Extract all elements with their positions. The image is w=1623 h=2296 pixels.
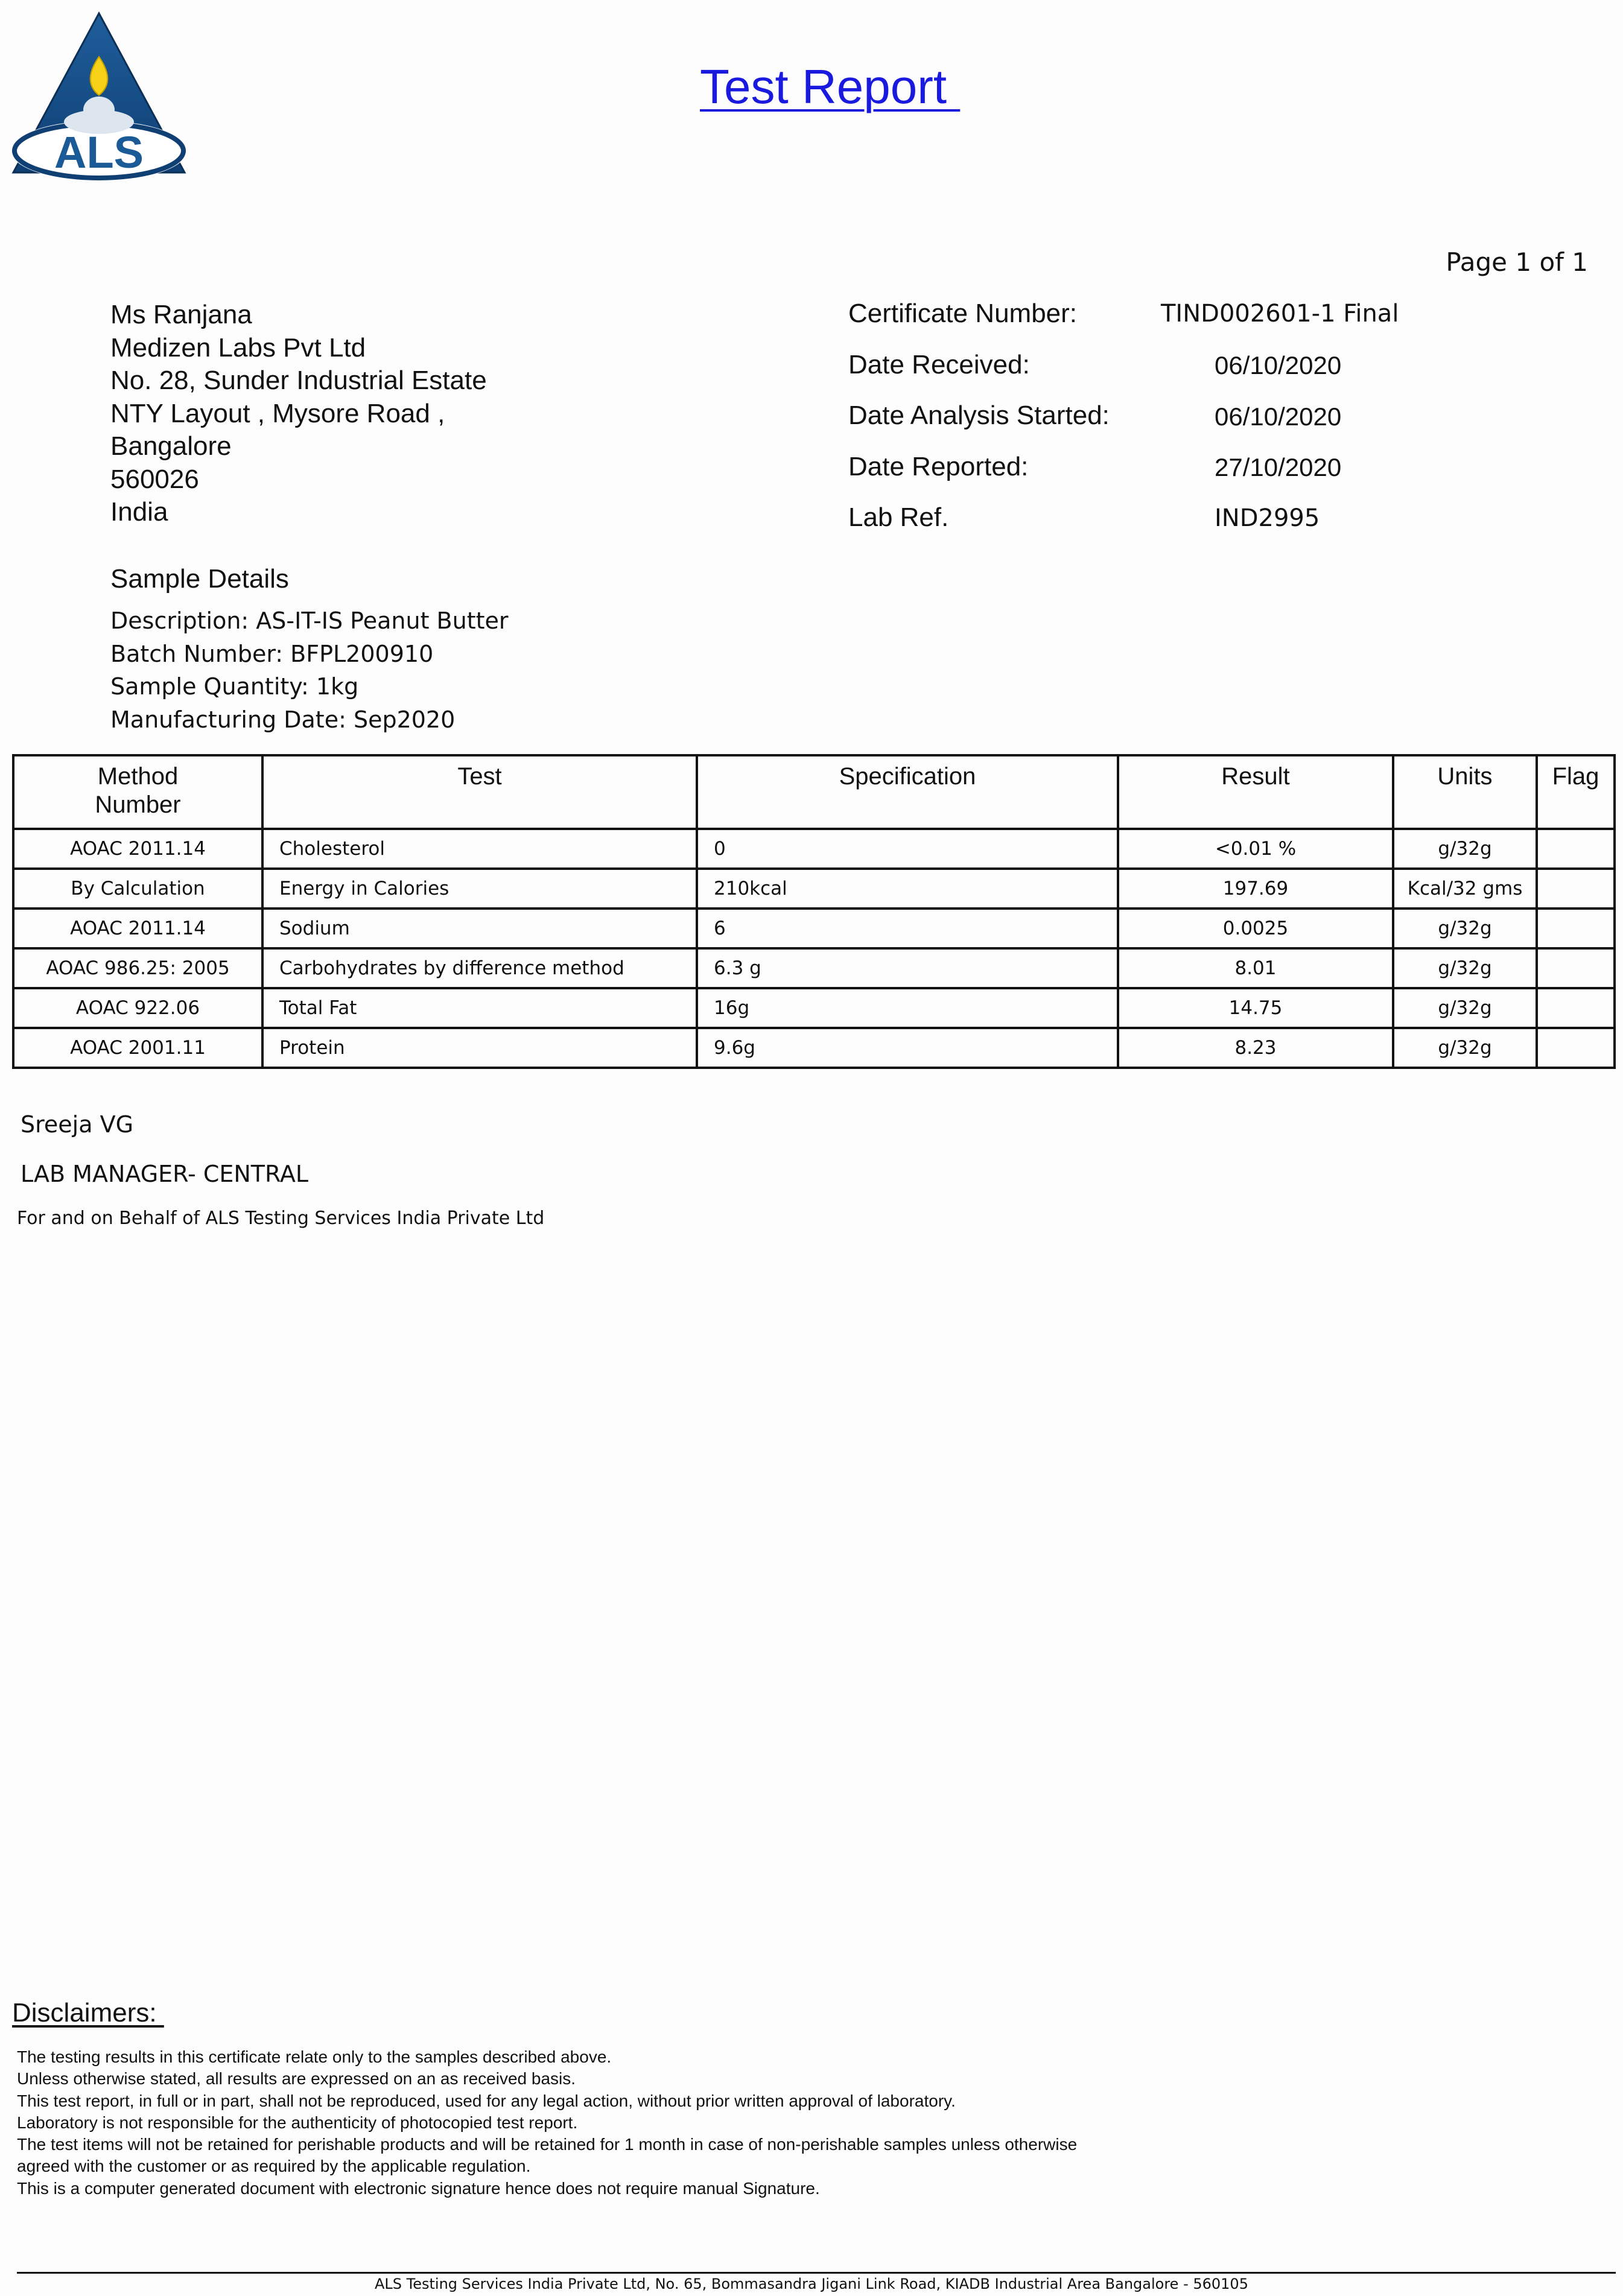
recipient-address — [110, 299, 487, 529]
date-received-label: Date Received: — [848, 349, 1030, 379]
address-postcode: 560026 — [110, 464, 199, 494]
cell-test: Cholesterol — [262, 829, 697, 869]
date-started-label: Date Analysis Started: — [848, 401, 1110, 430]
cell-units: g/32g — [1393, 829, 1537, 869]
disclaimers-heading: Disclaimers: — [12, 1998, 164, 2028]
lab-ref-value: IND2995 — [1215, 504, 1320, 532]
date-reported-value: 27/10/2020 — [1215, 453, 1342, 481]
cell-test: Total Fat — [262, 988, 697, 1028]
header-flag: Flag — [1537, 755, 1615, 829]
address-line-2: NTY Layout , Mysore Road , — [110, 398, 445, 428]
header-test: Test — [262, 755, 697, 829]
cell-result: 8.23 — [1118, 1028, 1393, 1068]
cell-method: AOAC 986.25: 2005 — [13, 948, 262, 988]
cell-units: g/32g — [1393, 988, 1537, 1028]
table-row — [13, 988, 1615, 1028]
cell-flag — [1537, 909, 1615, 948]
cell-result: 14.75 — [1118, 988, 1393, 1028]
cell-result: 197.69 — [1118, 869, 1393, 909]
cell-test: Carbohydrates by difference method — [262, 948, 697, 988]
header-method — [13, 755, 262, 829]
sample-batch: Batch Number: BFPL200910 — [110, 640, 434, 667]
header-specification: Specification — [697, 755, 1118, 829]
cell-flag — [1537, 869, 1615, 909]
cell-spec: 16g — [697, 988, 1118, 1028]
cell-spec: 6.3 g — [697, 948, 1118, 988]
date-received-value: 06/10/2020 — [1215, 351, 1342, 379]
signatory-role: LAB MANAGER- CENTRAL — [21, 1161, 309, 1187]
recipient-company: Medizen Labs Pvt Ltd — [110, 332, 366, 363]
address-line-1: No. 28, Sunder Industrial Estate — [110, 366, 487, 395]
results-table — [12, 754, 1616, 1069]
disclaimer-line: This is a computer generated document with electronic signature hence does not require manual Signature. — [17, 2178, 820, 2198]
disclaimer-line: Laboratory is not responsible for the authenticity of photocopied test report. — [17, 2113, 578, 2132]
certificate-values — [1215, 351, 1341, 555]
cell-result: 0.0025 — [1118, 909, 1393, 948]
table-row — [13, 948, 1615, 988]
cell-units: Kcal/32 gms — [1393, 869, 1537, 909]
cell-result: <0.01 % — [1118, 829, 1393, 869]
cell-test: Energy in Calories — [262, 869, 697, 909]
certificate-number-block — [1161, 300, 1399, 351]
cell-spec: 9.6g — [697, 1028, 1118, 1068]
address-country: India — [110, 497, 168, 527]
page-title: Test Report — [700, 60, 961, 113]
cell-spec: 0 — [697, 829, 1118, 869]
cell-method: AOAC 2001.11 — [13, 1028, 262, 1068]
table-row — [13, 1028, 1615, 1068]
cell-spec: 210kcal — [697, 869, 1118, 909]
logo-text: ALS — [54, 127, 144, 177]
address-city: Bangalore — [110, 431, 232, 461]
table-row — [13, 909, 1615, 948]
sample-mfg-date: Manufacturing Date: Sep2020 — [110, 706, 456, 733]
header-method-line1: Method — [97, 763, 179, 790]
disclaimers-list — [17, 2046, 1077, 2199]
on-behalf-text: For and on Behalf of ALS Testing Services India Private Ltd — [17, 1208, 545, 1229]
cell-test: Sodium — [262, 909, 697, 948]
als-logo — [8, 10, 189, 183]
sample-description: Description: AS-IT-IS Peanut Butter — [110, 607, 509, 634]
footer-divider — [17, 2272, 1616, 2274]
cell-method: By Calculation — [13, 869, 262, 909]
cell-flag — [1537, 1028, 1615, 1068]
cell-method: AOAC 922.06 — [13, 988, 262, 1028]
cell-units: g/32g — [1393, 909, 1537, 948]
cell-spec: 6 — [697, 909, 1118, 948]
sample-details-heading: Sample Details — [110, 564, 289, 594]
disclaimer-line: Unless otherwise stated, all results are expressed on an as received basis. — [17, 2069, 576, 2088]
cell-result: 8.01 — [1118, 948, 1393, 988]
certificate-labels — [848, 299, 1110, 554]
header-result: Result — [1118, 755, 1393, 829]
sample-details — [110, 604, 509, 736]
flame-triangle-icon — [8, 10, 189, 183]
date-started-value: 06/10/2020 — [1215, 402, 1342, 431]
header-units: Units — [1393, 755, 1537, 829]
cell-test: Protein — [262, 1028, 697, 1068]
disclaimer-line: The test items will not be retained for perishable products and will be retained for 1 month in case of non-perishable samples unless otherwise — [17, 2135, 1078, 2154]
page-number: Page 1 of 1 — [1446, 247, 1588, 277]
sample-quantity: Sample Quantity: 1kg — [110, 673, 359, 700]
table-header-row — [13, 755, 1615, 829]
disclaimer-line: The testing results in this certificate relate only to the samples described above. — [17, 2047, 612, 2066]
header-method-line2: Number — [95, 791, 181, 818]
recipient-name: Ms Ranjana — [110, 300, 252, 329]
signatory-name: Sreeja VG — [21, 1111, 134, 1138]
cell-method: AOAC 2011.14 — [13, 909, 262, 948]
lab-ref-label: Lab Ref. — [848, 503, 949, 532]
cell-flag — [1537, 948, 1615, 988]
date-reported-label: Date Reported: — [848, 451, 1029, 481]
cell-flag — [1537, 829, 1615, 869]
cell-method: AOAC 2011.14 — [13, 829, 262, 869]
certificate-number-label: Certificate Number: — [848, 299, 1078, 328]
cell-units: g/32g — [1393, 948, 1537, 988]
table-row — [13, 869, 1615, 909]
cell-flag — [1537, 988, 1615, 1028]
disclaimer-line: This test report, in full or in part, shall not be reproduced, used for any legal action, without prior written approval of laboratory. — [17, 2091, 956, 2110]
table-row — [13, 829, 1615, 869]
cell-units: g/32g — [1393, 1028, 1537, 1068]
footer-address: ALS Testing Services India Private Ltd, No. 65, Bommasandra Jigani Link Road, KIADB Industrial Area Bangalore - 560105 — [375, 2275, 1248, 2292]
certificate-number-value: TIND002601-1 Final — [1161, 300, 1399, 328]
disclaimer-line: agreed with the customer or as required by the applicable regulation. — [17, 2157, 531, 2176]
